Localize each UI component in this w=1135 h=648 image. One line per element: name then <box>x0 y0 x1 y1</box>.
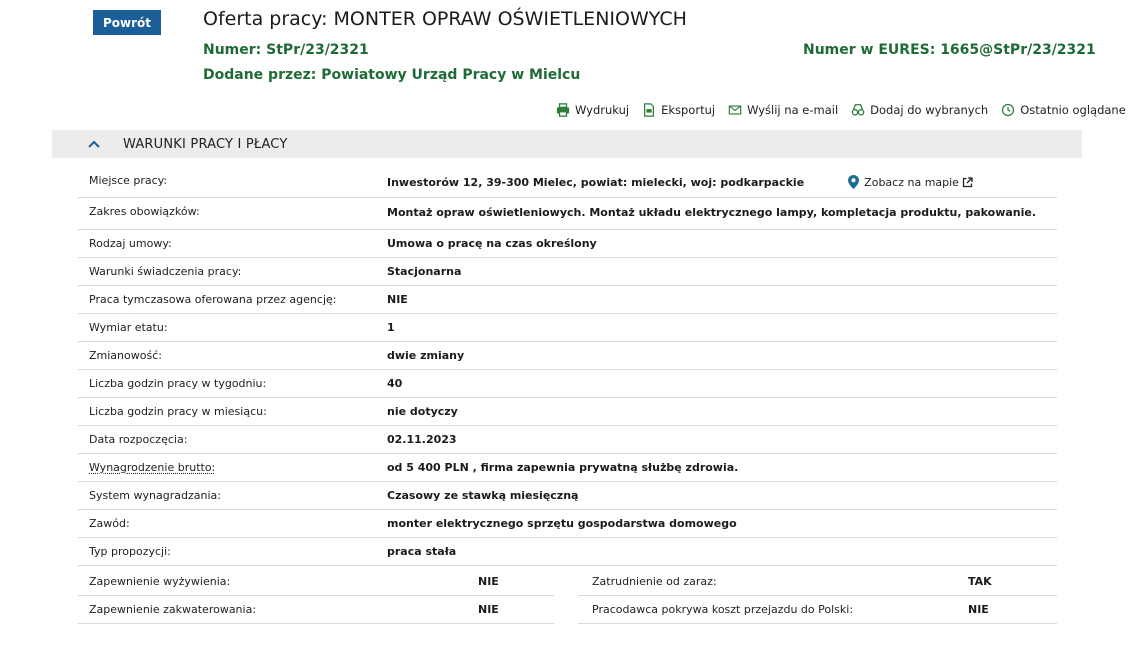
row-value: 1 <box>387 321 395 334</box>
recent-action[interactable] <box>1001 103 1126 117</box>
map-pin-icon <box>848 175 859 189</box>
table-row <box>78 286 1057 314</box>
row-value <box>376 175 973 189</box>
row-label: System wynagradzania: <box>89 489 221 502</box>
split-left-cell <box>78 568 554 596</box>
row-value: Czasowy ze stawką miesięczną <box>387 489 579 502</box>
page-title: Oferta pracy: MONTER OPRAW OŚWIETLENIOWYCH <box>203 8 687 30</box>
added-by-label: Dodane przez: <box>203 67 317 83</box>
row-label: Miejsce pracy: <box>89 173 168 187</box>
row-label <box>78 461 376 474</box>
eures-number-label: Numer w EURES: <box>803 42 936 58</box>
print-action[interactable] <box>556 103 629 117</box>
section-header-work-conditions[interactable] <box>52 130 1082 158</box>
salary-term-tooltip[interactable]: Wynagrodzenie brutto: <box>89 461 216 474</box>
table-row <box>78 426 1057 454</box>
row-label: Liczba godzin pracy w tygodniu: <box>89 377 267 390</box>
row-label: Zmianowość: <box>89 349 162 362</box>
row-value: NIE <box>387 293 408 306</box>
envelope-icon <box>728 103 742 117</box>
offer-number <box>203 42 369 58</box>
offer-number-value: StPr/23/2321 <box>266 42 369 58</box>
offer-number-label: Numer: <box>203 42 262 58</box>
export-label: Eksportuj <box>661 103 716 117</box>
split-value: NIE <box>478 575 499 588</box>
recent-label: Ostatnio oglądane <box>1020 103 1126 117</box>
details-table <box>78 167 1057 566</box>
row-label: Liczba godzin pracy w miesiącu: <box>89 405 267 418</box>
back-button[interactable]: Powrót <box>93 10 161 35</box>
table-row <box>78 510 1057 538</box>
table-row <box>78 198 1057 230</box>
split-label: Zatrudnienie od zaraz: <box>592 575 717 588</box>
added-by <box>203 67 580 83</box>
split-row <box>78 596 1057 624</box>
row-value: od 5 400 PLN , firma zapewnia prywatną służbę zdrowia. <box>387 461 739 474</box>
row-value: Stacjonarna <box>387 265 462 278</box>
map-link[interactable] <box>848 175 973 189</box>
email-label: Wyślij na e-mail <box>747 103 839 117</box>
section-title: WARUNKI PRACY I PŁACY <box>123 136 288 152</box>
printer-icon <box>556 103 570 117</box>
map-link-label: Zobacz na mapie <box>864 175 959 189</box>
row-value: Montaż opraw oświetleniowych. Montaż układu elektrycznego lampy, kompletacja produktu, pakowanie. <box>387 205 1037 219</box>
row-value: praca stała <box>387 545 457 558</box>
workplace-value: Inwestorów 12, 39-300 Mielec, powiat: mielecki, woj: podkarpackie <box>387 175 805 189</box>
actions-toolbar <box>556 103 1126 117</box>
eures-number-value: 1665@StPr/23/2321 <box>940 42 1096 58</box>
row-value: dwie zmiany <box>387 349 465 362</box>
row-label: Zawód: <box>89 517 130 530</box>
email-action[interactable] <box>728 103 838 117</box>
row-value: 02.11.2023 <box>387 433 457 446</box>
split-right-cell <box>578 568 1057 596</box>
favorite-label: Dodaj do wybranych <box>870 103 989 117</box>
split-label: Zapewnienie zakwaterowania: <box>89 603 257 616</box>
table-row <box>78 538 1057 566</box>
table-row <box>78 258 1057 286</box>
split-value: NIE <box>968 603 989 616</box>
split-right-cell <box>578 596 1057 624</box>
split-label: Pracodawca pokrywa koszt przejazdu do Polski: <box>592 603 854 616</box>
export-action[interactable] <box>642 103 715 117</box>
table-row <box>78 482 1057 510</box>
table-row <box>78 342 1057 370</box>
row-label: Praca tymczasowa oferowana przez agencję: <box>89 293 337 306</box>
chevron-up-icon <box>87 137 101 151</box>
print-label: Wydrukuj <box>575 103 630 117</box>
split-left-cell <box>78 596 554 624</box>
table-row <box>78 314 1057 342</box>
split-value: NIE <box>478 603 499 616</box>
row-label: Wymiar etatu: <box>89 321 168 334</box>
table-row <box>78 398 1057 426</box>
table-row <box>78 370 1057 398</box>
row-label: Data rozpoczęcia: <box>89 433 188 446</box>
row-value: Umowa o pracę na czas określony <box>387 237 597 250</box>
split-label: Zapewnienie wyżywienia: <box>89 575 231 588</box>
table-row <box>78 167 1057 198</box>
row-label: Warunki świadczenia pracy: <box>89 265 242 278</box>
export-pdf-icon <box>642 103 656 117</box>
table-row <box>78 230 1057 258</box>
external-link-icon <box>962 177 973 188</box>
clock-icon <box>1001 103 1015 117</box>
row-label: Zakres obowiązków: <box>89 205 200 218</box>
row-value: monter elektrycznego sprzętu gospodarstwa domowego <box>387 517 737 530</box>
added-by-value: Powiatowy Urząd Pracy w Mielcu <box>321 67 581 83</box>
split-row <box>78 568 1057 596</box>
row-value: 40 <box>387 377 403 390</box>
row-value: nie dotyczy <box>387 405 458 418</box>
favorite-action[interactable] <box>851 103 988 117</box>
row-label: Typ propozycji: <box>89 545 171 558</box>
binoculars-icon <box>851 103 865 117</box>
split-value: TAK <box>968 575 992 588</box>
row-label: Rodzaj umowy: <box>89 237 172 250</box>
eures-number <box>803 42 1096 58</box>
table-row <box>78 454 1057 482</box>
